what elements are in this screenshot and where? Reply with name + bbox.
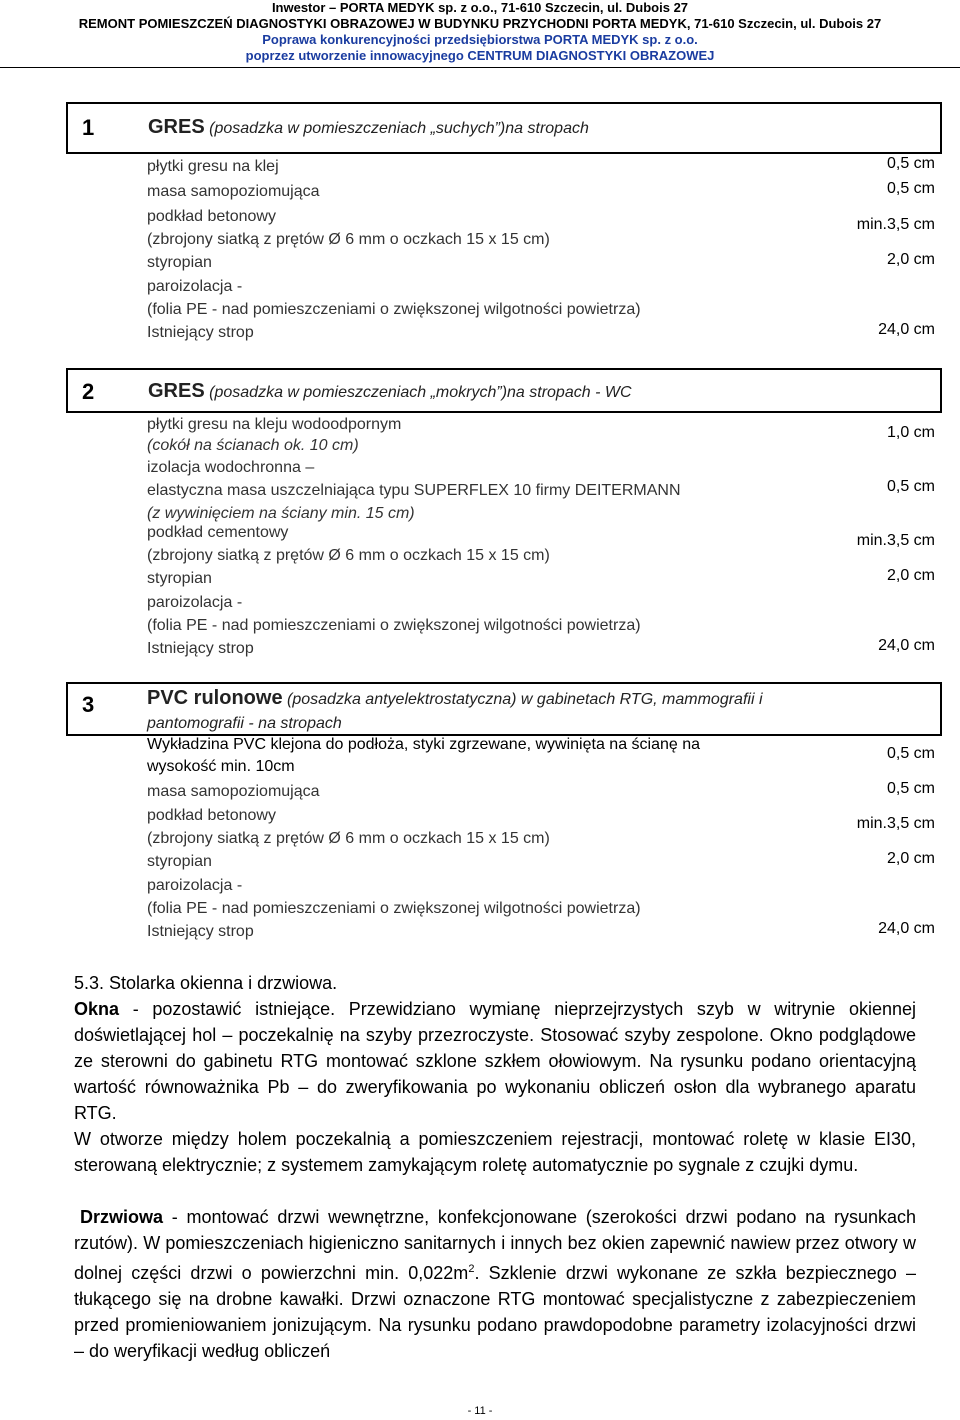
- s2-layer-existing-slab: Istniejący strop: [147, 640, 254, 657]
- s2-layer-waterproofing-value: 0,5 cm: [886, 478, 935, 495]
- section-3-title: PVC rulonowe (posadzka antyelektrostatyczna) w gabinetach RTG, mammografii i pantomografii - na stropach: [147, 687, 763, 732]
- s1-layer-concrete-value: min.3,5 cm: [856, 216, 935, 233]
- s3-layer-pvc-value: 0,5 cm: [886, 745, 935, 762]
- s3-layer-screed: masa samopoziomująca: [147, 783, 320, 800]
- s3-layer-styrofoam: styropian: [147, 853, 212, 870]
- s1-layer-existing-slab: Istniejący strop: [147, 324, 254, 341]
- s2-layer-cement-value: min.3,5 cm: [856, 532, 935, 549]
- header-project: REMONT POMIESZCZEŃ DIAGNOSTYKI OBRAZOWEJ W BUDYNKU PRZYCHODNI PORTA MEDYK, 71-610 Szczecin, ul. Dubois 27: [78, 16, 882, 31]
- header-divider: [0, 67, 960, 68]
- s2-layer-styrofoam-value: 2,0 cm: [886, 567, 935, 584]
- s3-layer-existing-slab-value: 24,0 cm: [878, 920, 935, 937]
- s3-layer-concrete-value: min.3,5 cm: [856, 815, 935, 832]
- s2-layer-vapor-barrier: paroizolacja - (folia PE - nad pomieszczeniami o zwiększonej wilgotności powietrza): [147, 594, 641, 634]
- s1-layer-concrete: podkład betonowy (zbrojony siatką z prętów Ø 6 mm o oczkach 15 x 15 cm): [147, 208, 550, 248]
- s1-layer-styrofoam: styropian: [147, 254, 212, 271]
- s3-layer-vapor-barrier: paroizolacja - (folia PE - nad pomieszczeniami o zwiększonej wilgotności powietrza): [147, 877, 641, 917]
- s1-layer-screed: masa samopoziomująca: [147, 183, 320, 200]
- s1-layer-styrofoam-value: 2,0 cm: [886, 251, 935, 268]
- s2-layer-tiles: płytki gresu na kleju wodoodpornym (cokół na ścianach ok. 10 cm): [147, 416, 402, 454]
- s3-layer-existing-slab: Istniejący strop: [147, 923, 254, 940]
- s2-layer-cement: podkład cementowy (zbrojony siatką z prętów Ø 6 mm o oczkach 15 x 15 cm): [147, 524, 550, 564]
- s2-layer-styrofoam: styropian: [147, 570, 212, 587]
- s2-layer-existing-slab-value: 24,0 cm: [878, 637, 935, 654]
- section-3-number: 3: [82, 692, 95, 717]
- windows-paragraph: Okna - pozostawić istniejące. Przewidziano wymianę nieprzejrzystych szyb w witrynie okiennej doświetlającej hol – poczekalnię na szyby przezroczyste. Stosować szyby zespolone. Okno podglądowe ze sterowni do gabinetu RTG montować szklone szkłem ołowiowym. Na rysunku podano orientacyjną wartość równoważnika Pb – do zweryfikowania po wykonaniu obliczeń osłon dla wybranego aparatu RTG.: [74, 999, 916, 1123]
- s1-layer-tiles-value: 0,5 cm: [886, 155, 935, 172]
- s3-layer-pvc: Wykładzina PVC klejona do podłoża, styki zgrzewane, wywinięta na ścianę na wysokość min. 10cm: [147, 736, 701, 775]
- shutter-paragraph: W otworze między holem poczekalnią a pomieszczeniem rejestracji, montować roletę w klasie EI30, sterowaną elektrycznie; z systemem zamykającym roletę automatycznie po sygnale z czujki dymu.: [74, 1129, 916, 1175]
- s1-layer-vapor-barrier: paroizolacja - (folia PE - nad pomieszczeniami o zwiększonej wilgotności powietrza): [147, 278, 641, 318]
- page-number: - 11 -: [467, 1405, 493, 1417]
- section-2-number: 2: [82, 379, 95, 404]
- document-header: [0, 0, 960, 64]
- section-heading: 5.3. Stolarka okienna i drzwiowa.: [74, 973, 338, 993]
- header-investor: Inwestor – PORTA MEDYK sp. z o.o., 71-610 Szczecin, ul. Dubois 27: [271, 0, 689, 15]
- section-2-title: GRES (posadzka w pomieszczeniach „mokrych”)na stropach - WC: [148, 380, 632, 402]
- doors-paragraph: Drzwiowa - montować drzwi wewnętrzne, konfekcjonowane (szerokości drzwi podano na rysunkach rzutów). W pomieszczeniach higieniczno sanitarnych i innych bez okien zapewnić nawiew przez otwory w dolnej części drzwi o powierzchni min. $0,022m^2$. Szklenie drzwi wykonane ze szkła bezpiecznego – tłukącego się na drobne kawałki. Drzwi oznaczone RTG montować specjalistyczne z zabezpieczeniem przed promieniowaniem jonizującym. Na rysunku podano prawdopodobne parametry izolacyjności drzwi – do weryfikacji według obliczeń: [74, 1207, 916, 1361]
- header-subtitle: poprzez utworzenie innowacyjnego CENTRUM DIAGNOSTYKI OBRAZOWEJ: [245, 48, 715, 63]
- s3-layer-styrofoam-value: 2,0 cm: [886, 850, 935, 867]
- header-program: Poprawa konkurencyjności przedsiębiorstwa PORTA MEDYK sp. z o.o.: [262, 32, 698, 47]
- s3-layer-screed-value: 0,5 cm: [886, 780, 935, 797]
- s1-layer-tiles: płytki gresu na klej: [147, 158, 279, 175]
- section-1-title: GRES (posadzka w pomieszczeniach „suchych”)na stropach: [148, 116, 589, 138]
- section-1-number: 1: [82, 115, 95, 140]
- s3-layer-concrete: podkład betonowy (zbrojony siatką z prętów Ø 6 mm o oczkach 15 x 15 cm): [147, 807, 550, 847]
- s1-layer-existing-slab-value: 24,0 cm: [878, 321, 935, 338]
- s2-layer-waterproofing: izolacja wodochronna – elastyczna masa uszczelniająca typu SUPERFLEX 10 firmy DEITERMANN (z wywinięciem na ściany min. 15 cm): [147, 459, 681, 522]
- s2-layer-tiles-value: 1,0 cm: [886, 424, 935, 441]
- s1-layer-screed-value: 0,5 cm: [886, 180, 935, 197]
